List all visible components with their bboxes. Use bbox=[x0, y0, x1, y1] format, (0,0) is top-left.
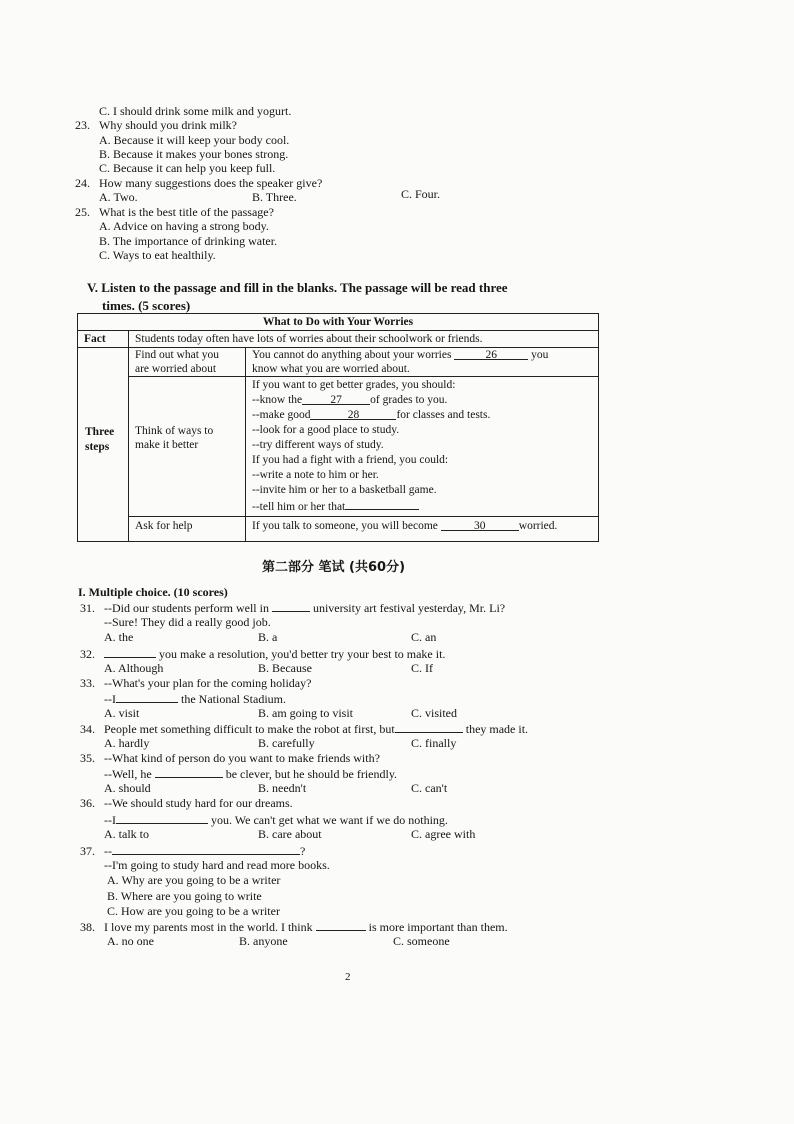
step2-line-4: --look for a good place to study. bbox=[252, 424, 400, 436]
three-steps-label-1: Three bbox=[85, 426, 115, 438]
page-number: 2 bbox=[345, 971, 351, 983]
step1-text-line2: know what you are worried about. bbox=[252, 363, 410, 375]
q37-option-c: C. How are you going to be a writer bbox=[107, 904, 280, 918]
q36-line2: --I you. We can't get what we want if we do nothing. bbox=[104, 813, 448, 827]
step1-text-line1: You cannot do anything about your worries 26 you bbox=[252, 349, 549, 361]
question-32: 32. you make a resolution, you'd better try your best to make it. bbox=[80, 647, 446, 661]
question-38: 38. I love my parents most in the world. I think is more important than them. bbox=[80, 920, 508, 934]
step1-label-line1: Find out what you bbox=[135, 349, 220, 361]
question-36: 36. --We should study hard for our dreams. bbox=[80, 796, 293, 810]
q36-option-c: C. agree with bbox=[411, 827, 476, 841]
question-31: 31. --Did our students perform well in university art festival yesterday, Mr. Li? bbox=[80, 601, 506, 615]
step1-label-line2: are worried about bbox=[135, 363, 217, 375]
q35-option-c: C. can't bbox=[411, 781, 448, 795]
q23-option-a: A. Because it will keep your body cool. bbox=[99, 133, 290, 147]
q23-option-c: C. Because it can help you keep full. bbox=[99, 161, 276, 175]
q34-option-a: A. hardly bbox=[104, 736, 150, 750]
q32-option-c: C. If bbox=[411, 661, 433, 675]
q24-option-a: A. Two. bbox=[99, 190, 138, 204]
q33-line2: --I the National Stadium. bbox=[104, 692, 286, 706]
q36-option-a: A. talk to bbox=[104, 827, 149, 841]
section-v-heading-line1: V. Listen to the passage and fill in the blanks. The passage will be read three bbox=[87, 280, 508, 295]
three-steps-label-2: steps bbox=[85, 441, 110, 453]
step2-line-3: --make good 28 for classes and tests. bbox=[252, 409, 491, 421]
q38-option-c: C. someone bbox=[393, 934, 450, 948]
multiple-choice-heading: I. Multiple choice. (10 scores) bbox=[78, 585, 228, 599]
q37-option-a: A. Why are you going to be a writer bbox=[107, 873, 281, 887]
q31-line2: --Sure! They did a really good job. bbox=[104, 615, 271, 629]
q35-line2: --Well, he be clever, but he should be friendly. bbox=[104, 767, 398, 781]
question-24: 24. How many suggestions does the speaker give? bbox=[75, 176, 323, 190]
step2-line-5: --try different ways of study. bbox=[252, 439, 384, 451]
step2-label-line2: make it better bbox=[135, 439, 199, 451]
step2-line-2: --know the 27 of grades to you. bbox=[252, 394, 448, 406]
q33-option-a: A. visit bbox=[104, 706, 140, 720]
blank-29[interactable] bbox=[345, 498, 419, 510]
q33-option-c: C. visited bbox=[411, 706, 458, 720]
q38-option-b: B. anyone bbox=[239, 934, 288, 948]
fact-text: Students today often have lots of worries about their schoolwork or friends. bbox=[135, 333, 483, 345]
q35-option-a: A. should bbox=[104, 781, 151, 795]
q37-line2: --I'm going to study hard and read more books. bbox=[104, 858, 330, 872]
q33-option-b: B. am going to visit bbox=[258, 706, 354, 720]
q22-option-c: C. I should drink some milk and yogurt. bbox=[99, 104, 292, 118]
q35-option-b: B. needn't bbox=[258, 781, 307, 795]
question-25: 25. What is the best title of the passage? bbox=[75, 205, 274, 219]
q23-option-b: B. Because it makes your bones strong. bbox=[99, 147, 289, 161]
step2-label-line1: Think of ways to bbox=[135, 425, 214, 437]
step3-text: If you talk to someone, you will become 30 worried. bbox=[252, 520, 558, 532]
question-34: 34. People met something difficult to make the robot at first, but they made it. bbox=[80, 722, 529, 736]
q36-option-b: B. care about bbox=[258, 827, 322, 841]
step2-line-7: --write a note to him or her. bbox=[252, 469, 379, 481]
step3-label: Ask for help bbox=[135, 520, 193, 532]
q37-option-b: B. Where are you going to write bbox=[107, 889, 262, 903]
question-37: 37. -- ? bbox=[80, 844, 306, 858]
question-23: 23. Why should you drink milk? bbox=[75, 118, 237, 132]
question-35: 35. --What kind of person do you want to make friends with? bbox=[80, 751, 380, 765]
part2-heading: 第二部分 笔试 (共60分) bbox=[262, 560, 406, 575]
q34-option-c: C. finally bbox=[411, 736, 457, 750]
step2-line-8: --invite him or her to a basketball game. bbox=[252, 484, 437, 496]
q32-option-b: B. Because bbox=[258, 661, 312, 675]
section-v-heading-line2: times. (5 scores) bbox=[102, 298, 191, 313]
q31-option-c: C. an bbox=[411, 630, 437, 644]
worries-table bbox=[77, 313, 599, 542]
q25-option-b: B. The importance of drinking water. bbox=[99, 234, 278, 248]
q34-option-b: B. carefully bbox=[258, 736, 315, 750]
q25-option-a: A. Advice on having a strong body. bbox=[99, 219, 269, 233]
q31-option-a: A. the bbox=[104, 630, 134, 644]
question-33: 33. --What's your plan for the coming holiday? bbox=[80, 676, 312, 690]
q32-option-a: A. Although bbox=[104, 661, 164, 675]
q25-option-c: C. Ways to eat healthily. bbox=[99, 248, 216, 262]
table-title: What to Do with Your Worries bbox=[262, 316, 414, 328]
step2-line-1: If you want to get better grades, you should: bbox=[252, 379, 456, 391]
q24-option-b: B. Three. bbox=[252, 190, 297, 204]
step2-line-6: If you had a fight with a friend, you could: bbox=[252, 454, 449, 466]
q24-option-c: C. Four. bbox=[401, 187, 441, 201]
q31-option-b: B. a bbox=[258, 630, 278, 644]
fact-label: Fact bbox=[84, 333, 106, 345]
step2-line-9: --tell him or her that bbox=[252, 498, 419, 515]
q38-option-a: A. no one bbox=[107, 934, 154, 948]
